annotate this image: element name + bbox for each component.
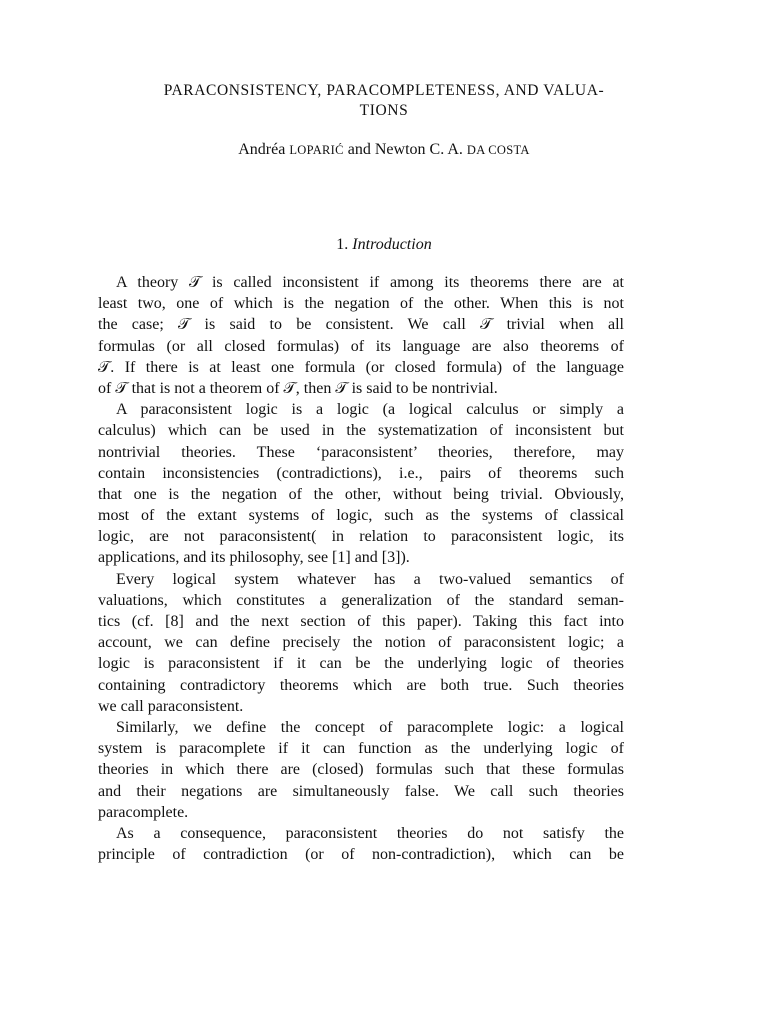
body-line: of 𝒯 that is not a theorem of 𝒯, then 𝒯 is said to be nontrivial. [98,379,498,397]
body-line: the case; 𝒯 is said to be consistent. We call 𝒯 trivial when all [98,316,624,334]
body-line: system is paracomplete if it can function as the underlying logic of [98,740,624,758]
body-line: most of the extant systems of logic, such as the systems of classical [98,507,624,525]
body-line: calculus) which can be used in the systematization of inconsistent but [98,422,624,440]
body-line: least two, one of which is the negation of the other. When this is not [98,295,624,313]
body-line: Similarly, we define the concept of paracomplete logic: a logical [116,718,624,736]
body-line: and their negations are simultaneously false. We call such theories [98,782,624,800]
paper-title-line-1: PARACONSISTENCY, PARACOMPLETENESS, AND VALUA- [163,82,605,99]
body-line: A theory 𝒯 is called inconsistent if among its theorems there are at [116,274,624,291]
body-line: logic is paraconsistent if it can be the underlying logic of theories [98,655,624,673]
section-title: Introduction [352,236,432,253]
section-heading [80,235,688,255]
body-line: As a consequence, paraconsistent theories do not satisfy the [116,824,624,842]
body-line: valuations, which constitutes a generalization of the standard seman- [98,591,624,609]
author-2-last-name: DA COSTA [466,143,530,157]
body-line: formulas (or all closed formulas) of its language are also theorems of [98,337,624,355]
body-line: that one is the negation of the other, without being trivial. Obviously, [98,485,624,503]
author-line [80,140,688,160]
body-line: principle of contradiction (or of non-contradiction), which can be [98,846,624,864]
author-1-last-name: LOPARIĆ [289,143,344,157]
author-1-first-name: Andréa [238,141,286,158]
paper-title-line-2: TIONS [359,102,409,119]
body-line: theories in which there are (closed) formulas such that these formulas [98,761,624,779]
body-text [98,272,624,865]
author-2-first-name: Newton C. A. [374,141,463,158]
body-line: containing contradictory theorems which are both true. Such theories [98,676,624,694]
section-number: 1. [336,236,349,253]
author-conjunction: and [347,141,371,158]
body-line: A paraconsistent logic is a logic (a logical calculus or simply a [116,401,624,419]
body-line: nontrivial theories. These ‘paraconsistent’ theories, therefore, may [98,443,624,461]
body-line: 𝒯. If there is at least one formula (or closed formula) of the language [98,358,624,376]
body-line: account, we can define precisely the notion of paraconsistent logic; a [98,634,624,652]
body-line: paracomplete. [98,803,189,821]
body-line: we call paraconsistent. [98,697,244,715]
body-line: applications, and its philosophy, see [1] and [3]). [98,549,410,567]
body-line: tics (cf. [8] and the next section of this paper). Taking this fact into [98,613,624,630]
body-line: contain inconsistencies (contradictions), i.e., pairs of theorems such [98,464,624,482]
body-line: Every logical system whatever has a two-valued semantics of [116,570,624,588]
body-line: logic, are not paraconsistent( in relation to paraconsistent logic, its [98,528,624,546]
paper-title [80,81,688,121]
